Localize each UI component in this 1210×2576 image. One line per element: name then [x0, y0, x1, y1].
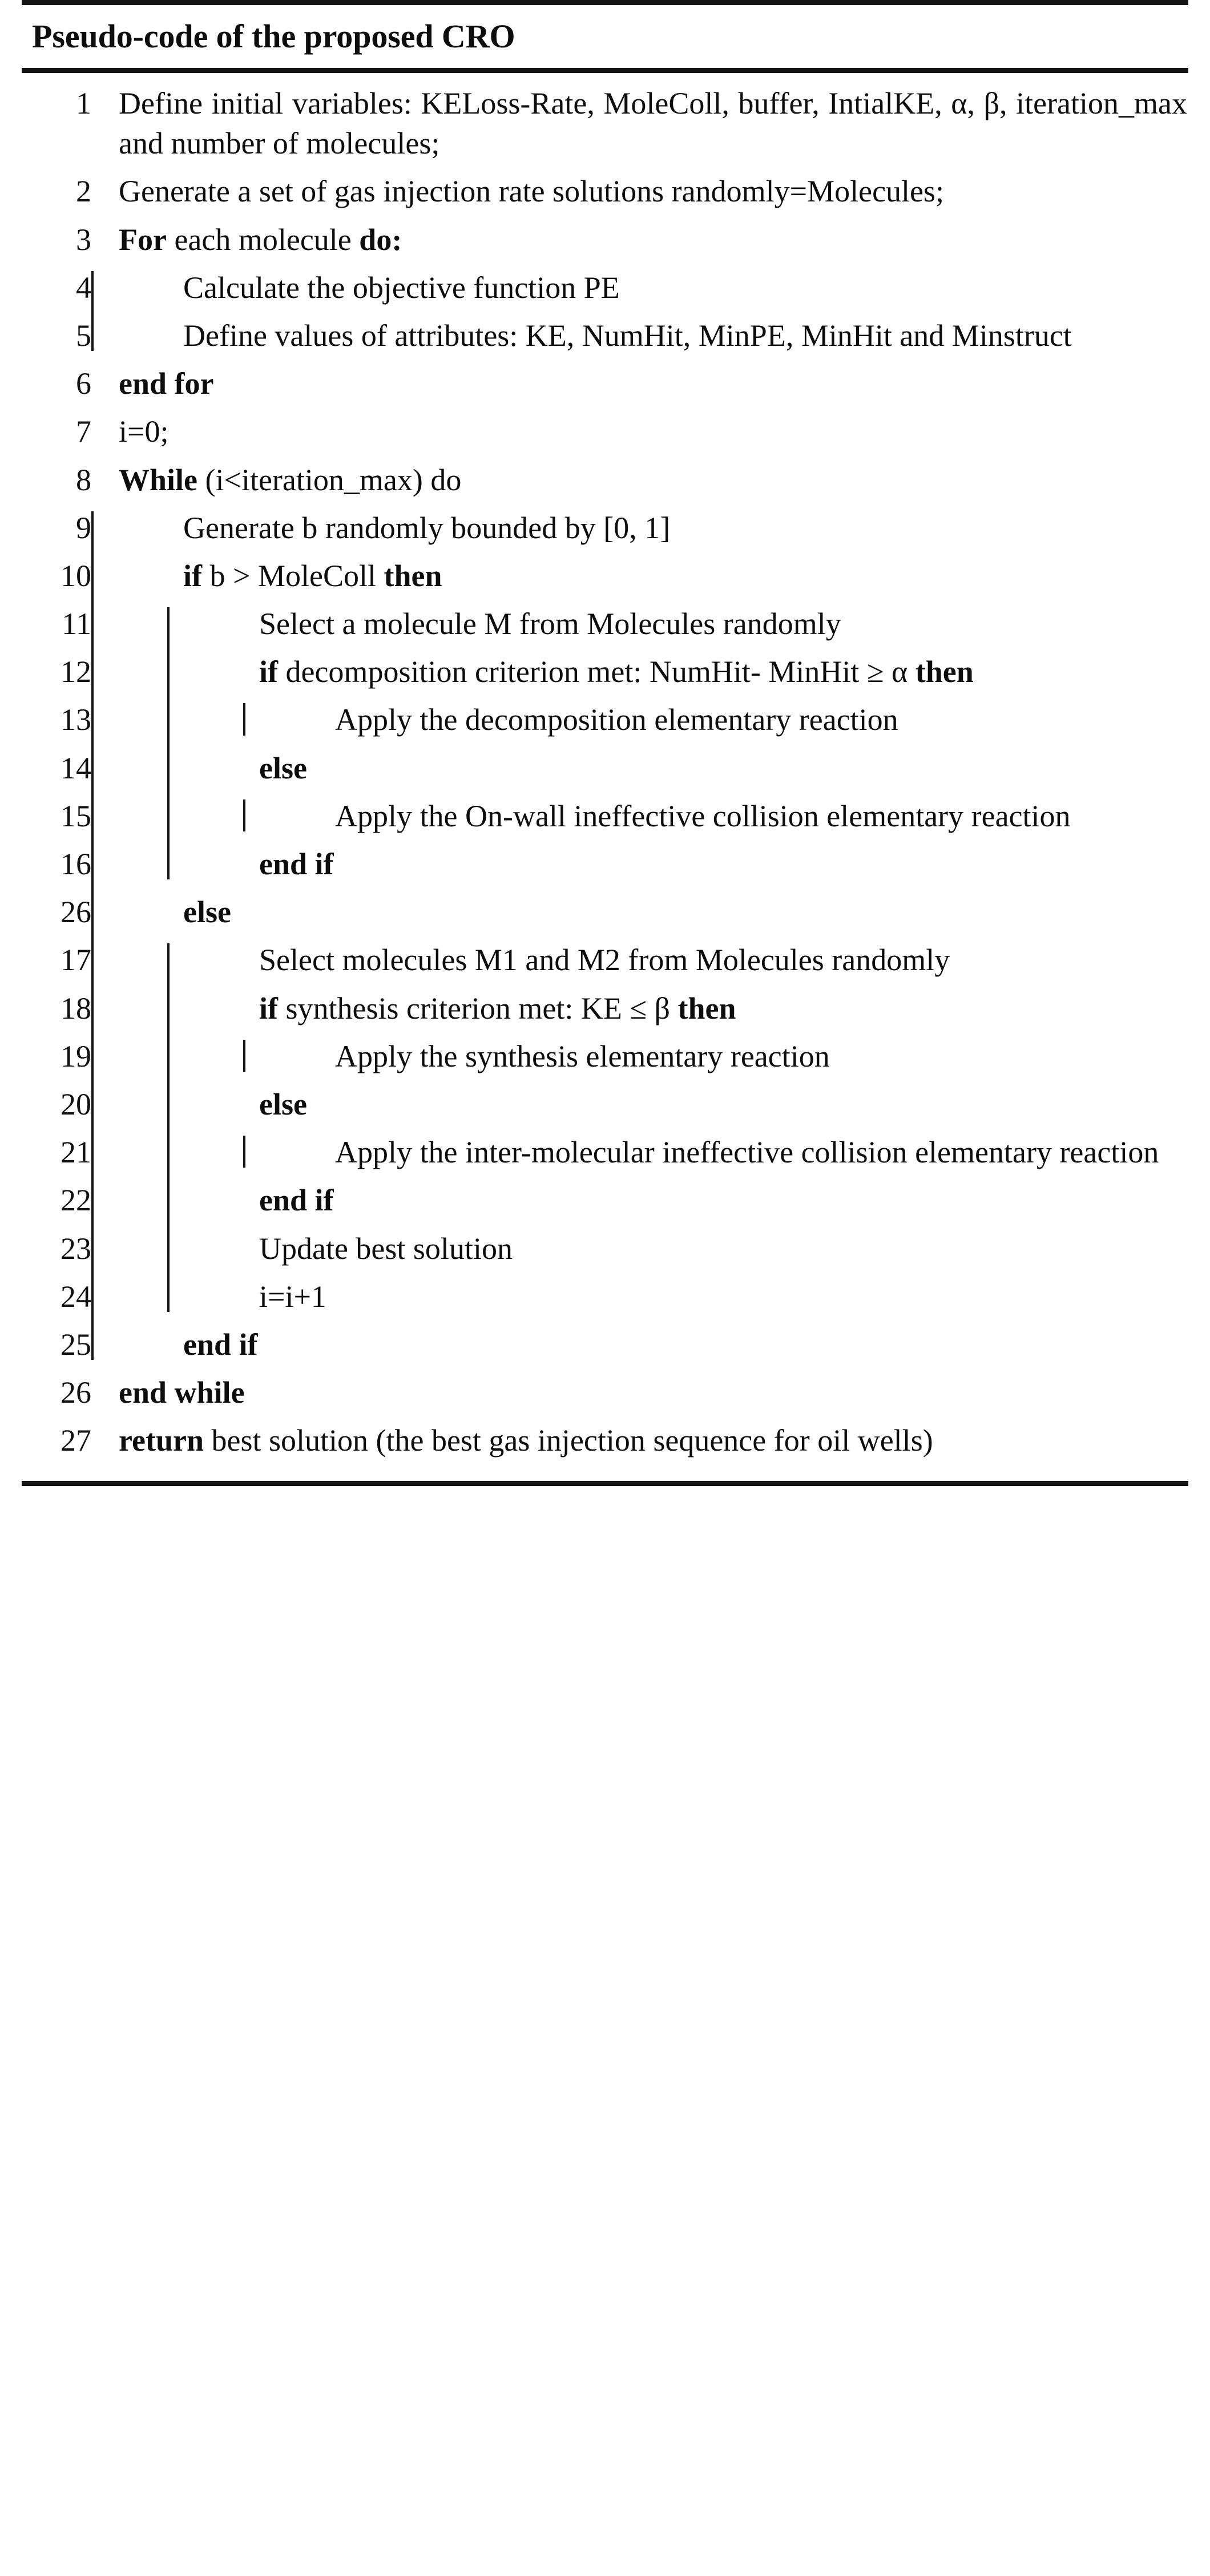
indent-guide-bar [91, 604, 167, 644]
line-statement-text [107, 460, 1188, 500]
indent-guide-bar [167, 796, 243, 836]
statement-body: Apply the synthesis elementary reaction [335, 1039, 830, 1073]
line-content [91, 268, 1188, 308]
line-content [91, 940, 1188, 980]
code-line [22, 1036, 1188, 1076]
line-content [91, 1180, 1188, 1220]
line-statement-text [259, 940, 1188, 980]
code-line [22, 604, 1188, 644]
line-content [91, 1229, 1188, 1269]
statement-body: best solution (the best gas injection sequence for oil wells) [203, 1423, 933, 1458]
line-statement-text [335, 1036, 1188, 1076]
line-indent-gap [319, 1036, 335, 1076]
code-line [22, 171, 1188, 211]
keyword-suffix: then [677, 991, 736, 1025]
line-indent-gap [243, 748, 259, 788]
top-rule [22, 0, 1188, 5]
line-content [91, 171, 1188, 211]
line-content [91, 1420, 1188, 1460]
code-line [22, 316, 1188, 356]
line-number: 17 [61, 943, 91, 978]
line-indent-gap [319, 1132, 335, 1172]
keyword: end if [183, 1327, 258, 1362]
statement-body: Select molecules M1 and M2 from Molecules randomly [259, 943, 950, 978]
line-number: 7 [76, 414, 91, 449]
line-content [91, 1277, 1188, 1317]
line-statement-text [259, 988, 1188, 1028]
line-statement-text [183, 316, 1188, 356]
line-content [91, 700, 1188, 740]
line-indent-gap [319, 700, 335, 740]
line-statement-text [107, 1372, 1188, 1412]
line-number: 25 [61, 1327, 91, 1362]
line-number: 10 [61, 558, 91, 593]
algorithm-caption: Pseudo-code of the proposed CRO [32, 18, 515, 55]
code-line [22, 411, 1188, 451]
line-statement-text [107, 364, 1188, 403]
code-line [22, 1180, 1188, 1220]
indent-guide-bar [91, 556, 167, 596]
code-line [22, 508, 1188, 548]
indent-guide-bar [91, 1036, 167, 1076]
indent-guide-bar [243, 796, 319, 836]
line-number: 24 [61, 1279, 91, 1314]
line-number: 4 [76, 270, 91, 305]
code-line [22, 796, 1188, 836]
code-line [22, 940, 1188, 980]
keyword-suffix: then [915, 655, 974, 689]
code-line [22, 83, 1188, 163]
indent-guide-bar [167, 1229, 243, 1269]
line-statement-text [107, 171, 1188, 211]
line-number: 26 [61, 895, 91, 930]
line-number: 8 [76, 462, 91, 497]
line-number: 18 [61, 991, 91, 1025]
code-line [22, 652, 1188, 692]
line-number: 20 [61, 1087, 91, 1121]
line-number: 1 [76, 86, 91, 120]
line-statement-text [335, 700, 1188, 740]
indent-guide-bar [167, 988, 243, 1028]
keyword: end for [119, 366, 214, 401]
keyword-suffix: do: [359, 222, 402, 257]
statement-body: Define initial variables: KELoss-Rate, MoleColl, buffer, IntialKE, α, β, iteration_max and number of molecules; [119, 86, 1187, 161]
statement-body: Generate b randomly bounded by [0, 1] [183, 510, 671, 545]
indent-guide-bar [91, 844, 167, 884]
line-number: 16 [61, 847, 91, 881]
line-indent-gap [243, 1180, 259, 1220]
indent-guide-bar [167, 1036, 243, 1076]
line-content [91, 1036, 1188, 1076]
line-content [91, 748, 1188, 788]
indent-guide-bar [167, 940, 243, 980]
code-line [22, 556, 1188, 596]
indent-guide-bar [91, 988, 167, 1028]
keyword-prefix: return [119, 1423, 204, 1458]
indent-guide-bar [167, 604, 243, 644]
line-content [91, 604, 1188, 644]
line-statement-text [107, 83, 1188, 163]
code-line [22, 844, 1188, 884]
line-content [91, 1372, 1188, 1412]
keyword: else [259, 750, 307, 785]
indent-guide-bar [91, 748, 167, 788]
line-content [91, 796, 1188, 836]
line-content [91, 411, 1188, 451]
indent-guide-bar [167, 1132, 243, 1172]
line-indent-gap [243, 844, 259, 884]
line-content [91, 220, 1188, 260]
line-content [91, 364, 1188, 403]
line-statement-text [259, 1277, 1188, 1317]
indent-guide-bar [91, 652, 167, 692]
line-number: 13 [61, 702, 91, 737]
line-indent-gap [91, 83, 107, 163]
line-statement-text [335, 1132, 1188, 1172]
statement-body: Apply the On-wall ineffective collision elementary reaction [335, 798, 1071, 833]
code-line [22, 364, 1188, 403]
code-line [22, 268, 1188, 308]
statement-body: decomposition criterion met: NumHit- MinHit ≥ α [278, 655, 915, 689]
line-indent-gap [167, 1325, 183, 1364]
indent-guide-bar [91, 1325, 167, 1364]
code-line [22, 1420, 1188, 1460]
code-line [22, 1084, 1188, 1124]
line-statement-text [183, 268, 1188, 308]
statement-body: synthesis criterion met: KE ≤ β [278, 991, 678, 1025]
line-number: 19 [61, 1039, 91, 1073]
line-indent-gap [167, 508, 183, 548]
line-indent-gap [243, 1277, 259, 1317]
line-indent-gap [243, 988, 259, 1028]
code-line [22, 988, 1188, 1028]
keyword-prefix: if [259, 655, 278, 689]
line-number: 6 [76, 366, 91, 401]
pseudocode-lines [22, 73, 1188, 1481]
indent-guide-bar [243, 1036, 319, 1076]
keyword-prefix: if [183, 558, 202, 593]
keyword: end if [259, 1183, 334, 1218]
code-line [22, 1229, 1188, 1269]
indent-guide-bar [91, 796, 167, 836]
line-indent-gap [167, 892, 183, 932]
indent-guide-bar [243, 1132, 319, 1172]
statement-body: Apply the decomposition elementary reaction [335, 702, 898, 737]
line-content [91, 652, 1188, 692]
line-indent-gap [243, 652, 259, 692]
keyword-prefix: While [119, 462, 198, 497]
line-statement-text [259, 1180, 1188, 1220]
code-line [22, 892, 1188, 932]
statement-body: Update best solution [259, 1231, 513, 1266]
line-statement-text [183, 508, 1188, 548]
line-content [91, 1325, 1188, 1364]
statement-body: Select a molecule M from Molecules randomly [259, 607, 841, 641]
indent-guide-bar [91, 1277, 167, 1317]
keyword: end if [259, 847, 334, 881]
indent-guide-bar [91, 1180, 167, 1220]
line-content [91, 316, 1188, 356]
line-statement-text [107, 220, 1188, 260]
line-number: 3 [76, 222, 91, 257]
indent-guide-bar [167, 700, 243, 740]
line-indent-gap [243, 604, 259, 644]
line-indent-gap [91, 411, 107, 451]
line-indent-gap [167, 316, 183, 356]
keyword: else [183, 895, 231, 930]
keyword: end while [119, 1375, 245, 1410]
line-statement-text [259, 652, 1188, 692]
line-indent-gap [243, 940, 259, 980]
line-statement-text [107, 411, 1188, 451]
indent-guide-bar [91, 892, 167, 932]
line-content [91, 844, 1188, 884]
statement-body: each molecule [166, 222, 360, 257]
keyword: else [259, 1087, 307, 1121]
line-number: 9 [76, 510, 91, 545]
line-statement-text [183, 892, 1188, 932]
statement-body: (i<iteration_max) do [197, 462, 462, 497]
header-separator-rule [22, 68, 1188, 73]
code-line [22, 460, 1188, 500]
line-number: 12 [61, 655, 91, 689]
line-statement-text [335, 796, 1188, 836]
bottom-rule [22, 1481, 1188, 1486]
indent-guide-bar [167, 1084, 243, 1124]
indent-guide-bar [91, 268, 167, 308]
line-number: 2 [76, 174, 91, 209]
line-indent-gap [91, 364, 107, 403]
line-content [91, 83, 1188, 163]
keyword-suffix: then [384, 558, 442, 593]
indent-guide-bar [91, 1229, 167, 1269]
line-number: 15 [61, 798, 91, 833]
indent-guide-bar [167, 748, 243, 788]
line-number: 23 [61, 1231, 91, 1266]
line-statement-text [183, 1325, 1188, 1364]
indent-guide-bar [91, 316, 167, 356]
statement-body: i=i+1 [259, 1279, 326, 1314]
line-statement-text [259, 1084, 1188, 1124]
code-line [22, 748, 1188, 788]
code-line [22, 1325, 1188, 1364]
line-content [91, 556, 1188, 596]
line-indent-gap [91, 460, 107, 500]
indent-guide-bar [167, 652, 243, 692]
line-indent-gap [91, 171, 107, 211]
line-number: 26 [61, 1375, 91, 1410]
statement-body: b > MoleColl [202, 558, 384, 593]
line-statement-text [183, 556, 1188, 596]
statement-body: Calculate the objective function PE [183, 270, 620, 305]
statement-body: i=0; [119, 414, 169, 449]
indent-guide-bar [91, 508, 167, 548]
line-content [91, 1084, 1188, 1124]
keyword-prefix: if [259, 991, 278, 1025]
line-indent-gap [319, 796, 335, 836]
code-line [22, 1372, 1188, 1412]
line-number: 27 [61, 1423, 91, 1458]
statement-body: Generate a set of gas injection rate solutions randomly=Molecules; [119, 174, 945, 209]
line-indent-gap [91, 220, 107, 260]
line-statement-text [259, 844, 1188, 884]
line-statement-text [259, 604, 1188, 644]
line-content [91, 892, 1188, 932]
line-content [91, 508, 1188, 548]
line-statement-text [107, 1420, 1188, 1460]
statement-body: Define values of attributes: KE, NumHit, MinPE, MinHit and Minstruct [183, 318, 1072, 353]
statement-body: Apply the inter-molecular ineffective collision elementary reaction [335, 1135, 1159, 1170]
line-statement-text [259, 1229, 1188, 1269]
line-number: 5 [76, 318, 91, 353]
line-content [91, 460, 1188, 500]
indent-guide-bar [243, 700, 319, 740]
code-line [22, 700, 1188, 740]
code-line [22, 1277, 1188, 1317]
line-indent-gap [91, 1420, 107, 1460]
line-indent-gap [91, 1372, 107, 1412]
indent-guide-bar [91, 1084, 167, 1124]
indent-guide-bar [91, 1132, 167, 1172]
line-indent-gap [243, 1229, 259, 1269]
line-indent-gap [167, 268, 183, 308]
line-number: 11 [62, 607, 91, 641]
indent-guide-bar [167, 844, 243, 884]
code-line [22, 1132, 1188, 1172]
line-number: 14 [61, 750, 91, 785]
line-number: 21 [61, 1135, 91, 1170]
line-indent-gap [243, 1084, 259, 1124]
code-line [22, 220, 1188, 260]
indent-guide-bar [91, 940, 167, 980]
line-indent-gap [167, 556, 183, 596]
indent-guide-bar [167, 1277, 243, 1317]
indent-guide-bar [167, 1180, 243, 1220]
keyword-prefix: For [119, 222, 167, 257]
indent-guide-bar [91, 700, 167, 740]
line-statement-text [259, 748, 1188, 788]
line-content [91, 988, 1188, 1028]
line-content [91, 1132, 1188, 1172]
line-number: 22 [61, 1183, 91, 1218]
